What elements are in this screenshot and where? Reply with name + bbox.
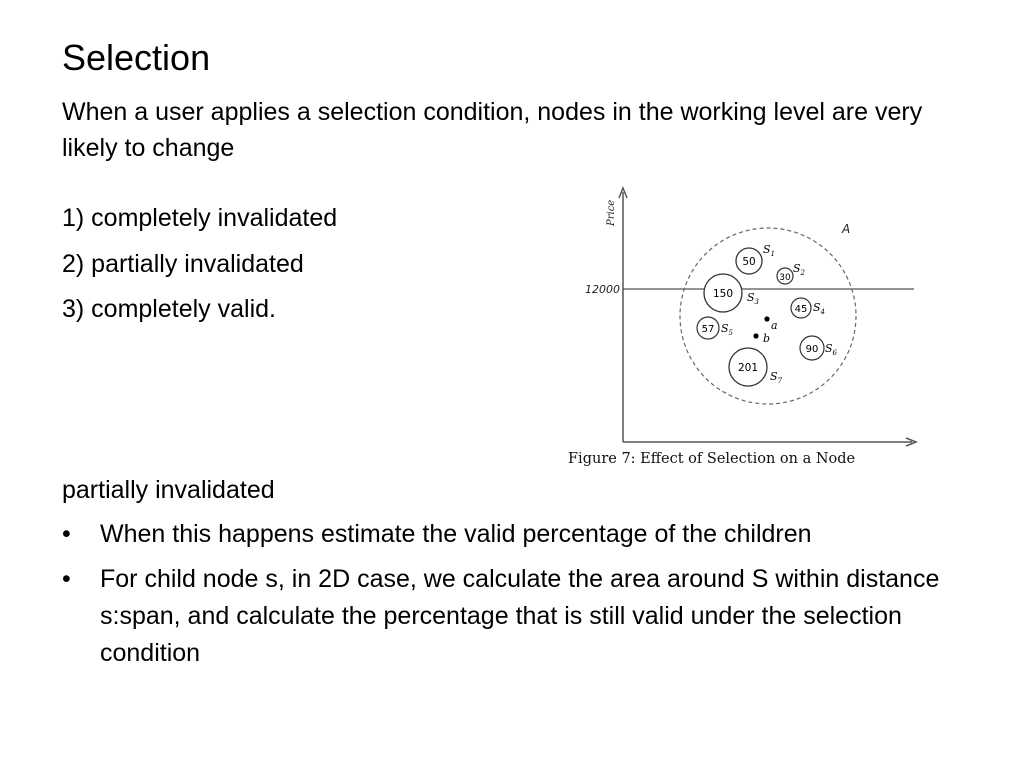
list-item-completely-valid: 3) completely valid. [62,295,276,323]
node-name: S [793,262,801,275]
node-count: 90 [805,344,819,355]
child-node-s3 [704,274,760,312]
node-subscript: 7 [777,377,783,385]
node-name: S [825,342,833,355]
figure-caption: Figure 7: Effect of Selection on a Node [568,451,856,467]
point-label: a [771,319,778,332]
child-node-s1 [736,243,775,274]
bullet-text: For child node s, in 2D case, we calculate the area around S within distance s:span, and calculate the percentage that is still valid under the selection condition [100,565,940,667]
svg-text:S6 [825,342,838,357]
list-item-partially-invalidated: 2) partially invalidated [62,250,304,278]
node-subscript: 2 [800,269,806,277]
list-item-completely-invalidated: 1) completely invalidated [62,204,338,232]
node-count: 50 [742,256,756,268]
bullet-icon: • [62,520,71,548]
node-count: 57 [701,324,715,335]
node-name: S [770,370,778,383]
slide-title: Selection [62,37,211,78]
svg-text:S4 [813,301,825,316]
bullet-text: When this happens estimate the valid percentage of the children [100,520,812,548]
child-node-s7 [729,348,783,386]
svg-text:S3 [747,291,760,306]
threshold-label: 12000 [585,283,620,296]
child-node-s6 [800,336,838,360]
child-node-s5 [697,317,734,339]
node-count: 45 [794,304,808,315]
node-name: S [763,243,771,256]
sub-heading: partially invalidated [62,476,275,504]
child-node-s4 [791,298,825,318]
node-subscript: 6 [832,349,838,357]
svg-text:S2 [793,262,806,277]
bullet-item [62,561,982,672]
node-count: 201 [737,362,759,374]
bullet-icon: • [62,565,71,593]
node-count: 150 [712,288,734,300]
node-name: S [813,301,821,314]
node-subscript: 5 [728,329,734,337]
y-axis-label: Price [606,199,617,226]
point-label: b [763,332,771,345]
node-count: 30 [779,273,791,283]
svg-text:S7 [770,370,783,385]
bullet-item [62,516,982,553]
svg-text:S1 [763,243,775,258]
node-subscript: 1 [770,250,776,258]
region-a-label: A [842,222,851,236]
intro-text: When a user applies a selection condition, nodes in the working level are very likely to change [62,98,923,162]
point-b [753,332,770,345]
node-subscript: 3 [754,298,760,306]
child-node-s2 [777,262,806,284]
selection-figure [560,180,950,470]
node-name: S [721,322,729,335]
bullet-list [62,516,982,680]
svg-text:S5 [721,322,734,337]
point-a [764,316,777,332]
node-name: S [747,291,755,304]
node-subscript: 4 [820,308,826,316]
